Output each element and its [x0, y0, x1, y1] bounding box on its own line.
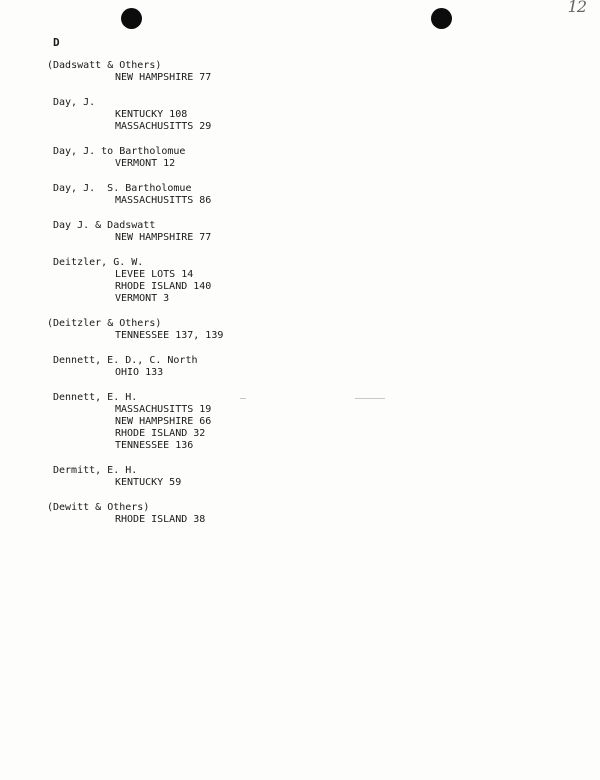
- entry-reference: LEVEE LOTS 14: [115, 269, 194, 280]
- entry-reference: RHODE ISLAND 38: [115, 514, 206, 525]
- index-entries: [0, 60, 600, 539]
- entry-name: Day, J. to Bartholomue: [53, 146, 186, 157]
- entry-name: Deitzler, G. W.: [53, 257, 144, 268]
- entry-name: Day J. & Dadswatt: [53, 220, 156, 231]
- index-entry: [0, 355, 600, 379]
- entry-reference: VERMONT 3: [115, 293, 170, 304]
- entry-name: (Deitzler & Others): [47, 318, 162, 329]
- entry-reference: KENTUCKY 108: [115, 109, 188, 120]
- entry-reference: NEW HAMPSHIRE 66: [115, 416, 212, 427]
- entry-reference: NEW HAMPSHIRE 77: [115, 232, 212, 243]
- entry-reference: RHODE ISLAND 140: [115, 281, 212, 292]
- punch-hole-left: [121, 8, 142, 29]
- entry-reference: VERMONT 12: [115, 158, 176, 169]
- entry-name: (Dadswatt & Others): [47, 60, 162, 71]
- entry-reference: RHODE ISLAND 32: [115, 428, 206, 439]
- index-entry: [0, 183, 600, 207]
- index-entry: [0, 392, 600, 452]
- entry-name: Day, J. S. Bartholomue: [53, 183, 192, 194]
- index-entry: [0, 220, 600, 244]
- entry-name: Dermitt, E. H.: [53, 465, 138, 476]
- entry-reference: KENTUCKY 59: [115, 477, 182, 488]
- entry-name: Dennett, E. D., C. North: [53, 355, 198, 366]
- index-entry: [0, 146, 600, 170]
- letter-heading: D: [53, 36, 60, 49]
- index-entry: [0, 97, 600, 133]
- index-entry: [0, 60, 600, 84]
- punch-hole-right: [431, 8, 452, 29]
- entry-name: Day, J.: [53, 97, 96, 108]
- entry-name: (Dewitt & Others): [47, 502, 150, 513]
- index-entry: [0, 502, 600, 526]
- entry-reference: NEW HAMPSHIRE 77: [115, 72, 212, 83]
- index-entry: [0, 318, 600, 342]
- entry-reference: TENNESSEE 136: [115, 440, 194, 451]
- entry-name: Dennett, E. H.: [53, 392, 138, 403]
- entry-reference: MASSACHUSITTS 29: [115, 121, 212, 132]
- index-entry: [0, 465, 600, 489]
- entry-reference: OHIO 133: [115, 367, 164, 378]
- page-number: 12: [567, 0, 586, 16]
- entry-reference: TENNESSEE 137, 139: [115, 330, 224, 341]
- entry-reference: MASSACHUSITTS 19: [115, 404, 212, 415]
- entry-reference: MASSACHUSITTS 86: [115, 195, 212, 206]
- index-entry: [0, 257, 600, 305]
